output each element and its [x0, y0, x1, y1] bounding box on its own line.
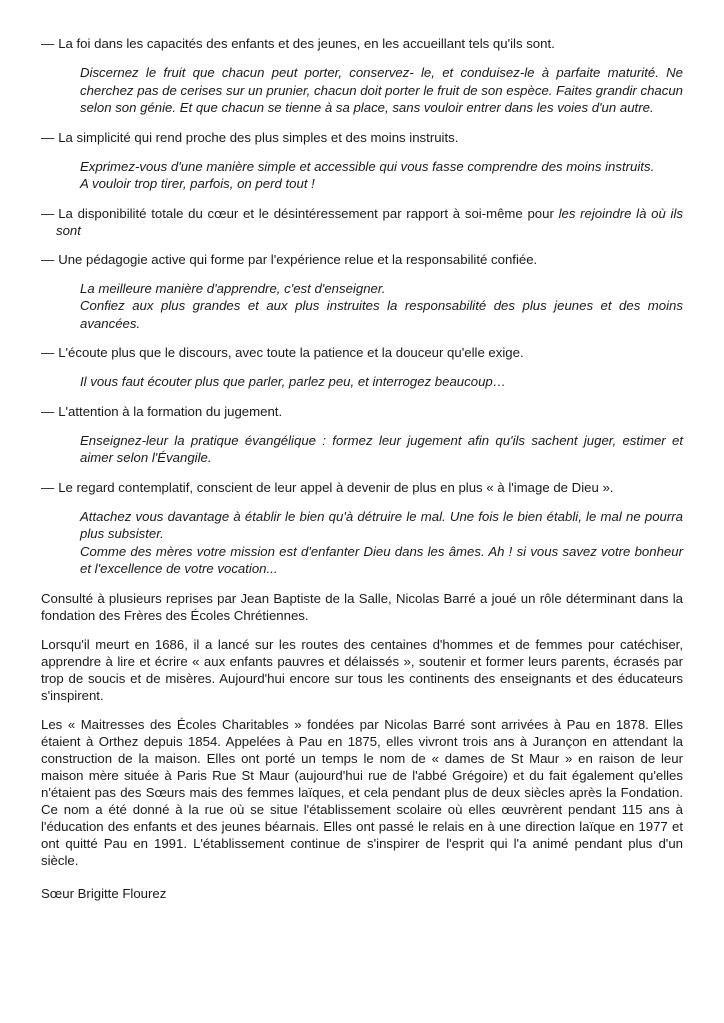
- quote-block-express: [80, 158, 683, 193]
- bullet-text: L'attention à la formation du jugement.: [58, 403, 283, 419]
- paragraph-maitresses: Les « Maitresses des Écoles Charitables » fondées par Nicolas Barré sont arrivées à Pau en 1878. Elles étaient à Orthez depuis 1854. Appelées à Pau en 1875, elles vivront trois ans à Jurançon en attendant la construction de la maison. Elles ont porté un temps le nom de « dames de St Maur » en raison de leur maison mère située à Paris Rue St Maur (aujourd'hui rue de l'abbé Grégoire) et du fait également qu'elles n'étaient pas des Sœurs mais des femmes laïques, et cela pendant plus de deux siècles après la Fondation. Ce nom a été donné à la rue où se situe l'établissement scolaire où elles œuvrèrent pendant 115 ans à l'éducation des enfants et des jeunes béarnais. Elles ont passé le relais en à une direction laïque en 1977 et ont quitté Pau en 1991. L'établissement continue de s'inspirer de l'esprit qui l'a animé pendant plus d'un siècle.: [41, 716, 683, 868]
- quote-line: Confiez aux plus grandes et aux plus instruites la responsabilité des plus jeunes et des moins avancées.: [80, 298, 683, 331]
- signature: Sœur Brigitte Flourez: [41, 885, 167, 901]
- dash: —: [41, 251, 55, 267]
- bullet-item-faith: [41, 35, 683, 52]
- bullet-text: L'écoute plus que le discours, avec toute la patience et la douceur qu'elle exige.: [58, 345, 524, 360]
- quote-line: Attachez vous davantage à établir le bien qu'à détruire le mal. Une fois le bien établi, le mal ne pourra plus subsister.: [80, 508, 683, 541]
- paragraph-consulte: Consulté à plusieurs reprises par Jean Baptiste de la Salle, Nicolas Barré a joué un rôle déterminant dans la fondation des Frères des Écoles Chrétiennes.: [41, 590, 683, 623]
- quote-line: La meilleure manière d'apprendre, c'est d'enseigner.: [80, 280, 386, 296]
- dash: —: [41, 345, 55, 360]
- dash: —: [41, 129, 55, 145]
- paragraph-lorsquil: Lorsqu'il meurt en 1686, il a lancé sur les routes des centaines d'hommes et de femmes pour catéchiser, apprendre à lire et écrire « aux enfants pauvres et délaissés », soutenir et former leurs parents, écrasés par trop de soucis et de misères. Aujourd'hui encore sur tous les continents des enseignants et des éducateurs s'inspirent.: [41, 636, 683, 703]
- dash: —: [41, 205, 55, 221]
- bullet-item-contemplative: [41, 479, 683, 496]
- bullet-item-listening: [41, 344, 683, 361]
- bullet-text: La simplicité qui rend proche des plus simples et des moins instruits.: [58, 129, 459, 145]
- bullet-item-judgement: [41, 403, 683, 420]
- bullet-item-availability: [41, 205, 683, 239]
- quote-block-fruit: [80, 64, 683, 117]
- quote-line: A vouloir trop tirer, parfois, on perd tout !: [80, 176, 315, 191]
- dash: —: [41, 479, 55, 495]
- quote-line: Discernez le fruit que chacun peut porter, conservez- le, et conduisez-le à parfaite maturité. Ne cherchez pas de cerises sur un prunier, chacun doit porter le fruit de son espèce. Faites grandir chacun selon son génie. Et que chacun se tienne à sa place, sans vouloir entrer dans les voies d'un autre.: [80, 65, 683, 115]
- quote-block-good: [80, 508, 683, 578]
- quote-line: Exprimez-vous d'une manière simple et accessible qui vous fasse comprendre des moins instruits.: [80, 158, 655, 174]
- quote-line: Comme des mères votre mission est d'enfanter Dieu dans les âmes. Ah ! si vous savez votre bonheur et l'excellence de votre vocation...: [80, 543, 683, 576]
- quote-line: Il vous faut écouter plus que parler, parlez peu, et interrogez beaucoup…: [80, 374, 506, 389]
- bullet-item-pedagogy: [41, 251, 683, 268]
- quote-block-gospel: [80, 432, 683, 467]
- bullet-text: Une pédagogie active qui forme par l'expérience relue et la responsabilité confiée.: [58, 251, 538, 267]
- bullet-text-italic: les rejoindre là où ils sont: [56, 205, 683, 238]
- quote-block-teach: [80, 280, 683, 333]
- quote-line: Enseignez-leur la pratique évangélique : formez leur jugement afin qu'ils sachent juger, estimer et aimer selon l'Évangile.: [80, 432, 683, 465]
- bullet-text: La foi dans les capacités des enfants et des jeunes, en les accueillant tels qu'ils sont.: [58, 36, 555, 51]
- bullet-text: La disponibilité totale du cœur et le désintéressement par rapport à soi-même pour: [58, 205, 559, 221]
- bullet-text: Le regard contemplatif, conscient de leur appel à devenir de plus en plus « à l'image de Dieu ».: [58, 479, 614, 495]
- dash: —: [41, 403, 55, 419]
- dash: —: [41, 36, 55, 51]
- quote-block-listen: [80, 373, 683, 391]
- bullet-item-simplicity: [41, 129, 683, 146]
